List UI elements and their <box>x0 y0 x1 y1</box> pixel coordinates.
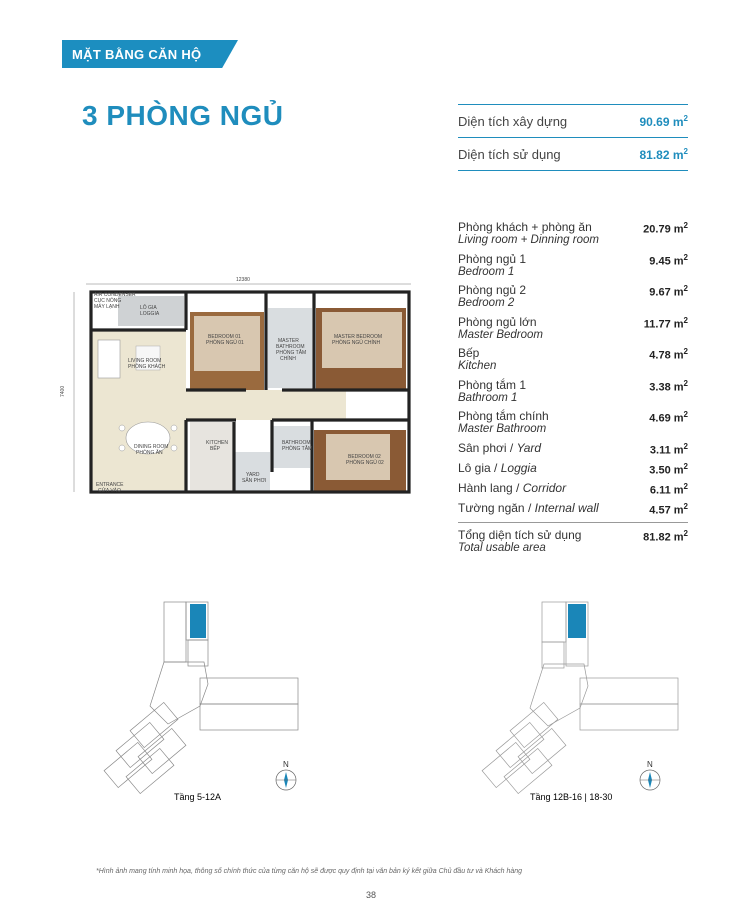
compass-icon <box>640 760 660 790</box>
svg-text:LÔ GIA: LÔ GIA <box>140 305 157 311</box>
svg-text:SÂN PHƠI: SÂN PHƠI <box>242 478 267 484</box>
svg-text:BATHROOM: BATHROOM <box>282 440 311 446</box>
height-dimension: 7400 <box>60 385 66 397</box>
room-row: Phòng tắm chính Master Bathroom 4.69 $m^2$ <box>458 409 688 435</box>
svg-text:PHÒNG KHÁCH: PHÒNG KHÁCH <box>128 364 166 370</box>
unit-highlight <box>190 604 206 638</box>
area-summary <box>458 104 688 171</box>
svg-text:MASTER: MASTER <box>278 338 299 344</box>
svg-text:PHÒNG ĂN: PHÒNG ĂN <box>136 450 163 456</box>
page-number: 38 <box>366 890 377 900</box>
room-row: Phòng ngủ lớn Master Bedroom 11.77 $m^2$ <box>458 314 688 341</box>
svg-text:PHÒNG TẮM: PHÒNG TẮM <box>282 446 313 452</box>
svg-text:MASTER BEDROOM: MASTER BEDROOM <box>334 334 383 340</box>
room-area-table <box>458 221 688 561</box>
page-title: 3 PHÒNG NGỦ <box>82 100 284 131</box>
summary-row-usable: Diện tích sử dụng 81.82 $m^2$ <box>458 137 688 171</box>
floor-label: Tầng 5-12A <box>174 792 222 802</box>
svg-text:PHÒNG NGỦ CHÍNH: PHÒNG NGỦ CHÍNH <box>332 340 381 346</box>
svg-text:CHÍNH: CHÍNH <box>280 356 296 362</box>
svg-text:N: N <box>647 760 653 769</box>
key-plan-right <box>462 598 692 808</box>
room-row: Sân phơi / Yard 3.11 $m^2$ <box>458 440 688 457</box>
floor-plan <box>60 272 416 512</box>
svg-text:BẾP: BẾP <box>210 446 221 452</box>
room-row: Bếp Kitchen 4.78 $m^2$ <box>458 346 688 372</box>
svg-text:PHÒNG NGỦ 02: PHÒNG NGỦ 02 <box>346 460 384 466</box>
svg-text:MÁY LẠNH: MÁY LẠNH <box>94 304 120 310</box>
summary-label: Diện tích sử dụng <box>458 146 561 162</box>
footnote: *Hình ảnh mang tính minh họa, thông số chính thức của từng căn hộ sẽ được quy định tại văn bản ký kết giữa Chủ đầu tư và Khách hàng <box>96 868 523 875</box>
room-row: Tường ngăn / Internal wall 4.57 $m^2$ <box>458 500 688 517</box>
svg-text:PHÒNG NGỦ 01: PHÒNG NGỦ 01 <box>206 340 244 346</box>
room-row: Lô gia / Loggia 3.50 $m^2$ <box>458 460 688 477</box>
svg-text:LOGGIA: LOGGIA <box>140 311 160 317</box>
banner-text: MẶT BẰNG CĂN HỘ <box>72 47 202 62</box>
floor-label: Tầng 12B-16 | 18-30 <box>530 792 613 802</box>
svg-text:LIVING ROOM: LIVING ROOM <box>128 358 162 364</box>
summary-row-built: Diện tích xây dựng 90.69 $m^2$ <box>458 104 688 137</box>
room-row: Phòng tắm 1 Bathroom 1 3.38 $m^2$ <box>458 377 688 404</box>
summary-value: 81.82 m <box>639 147 684 162</box>
total-row: Tổng diện tích sử dụng Total usable area 81.82 $m^2$ <box>458 522 688 555</box>
unit-highlight <box>568 604 586 638</box>
svg-text:N: N <box>283 760 289 769</box>
room-row: Phòng ngủ 1 Bedroom 1 9.45 $m^2$ <box>458 251 688 278</box>
svg-text:PHÒNG TẮM: PHÒNG TẮM <box>276 350 307 356</box>
svg-text:BEDROOM 02: BEDROOM 02 <box>348 454 381 460</box>
room-row: Phòng khách + phòng ăn Living room + Dinning room 20.79 $m^2$ <box>458 220 688 246</box>
summary-label: Diện tích xây dựng <box>458 113 568 129</box>
summary-value: 90.69 m <box>639 114 684 129</box>
room-row: Hành lang / Corridor 6.11 $m^2$ <box>458 480 688 497</box>
compass-icon <box>276 760 296 790</box>
room-row: Phòng ngủ 2 Bedroom 2 9.67 $m^2$ <box>458 283 688 309</box>
svg-text:KITCHEN: KITCHEN <box>206 440 228 446</box>
svg-text:YARD: YARD <box>246 472 260 478</box>
svg-text:CỤC NÓNG: CỤC NÓNG <box>94 298 122 304</box>
svg-text:ENTRANCE: ENTRANCE <box>96 482 124 488</box>
svg-text:AIR CONDENSER: AIR CONDENSER <box>94 292 136 298</box>
svg-text:BEDROOM 01: BEDROOM 01 <box>208 334 241 340</box>
svg-text:DINING ROOM: DINING ROOM <box>134 444 169 450</box>
key-plan-left <box>104 598 334 808</box>
svg-text:BATHROOM: BATHROOM <box>276 344 305 350</box>
width-dimension: 12380 <box>236 277 250 283</box>
svg-text:CỬA VÀO: CỬA VÀO <box>98 488 121 494</box>
